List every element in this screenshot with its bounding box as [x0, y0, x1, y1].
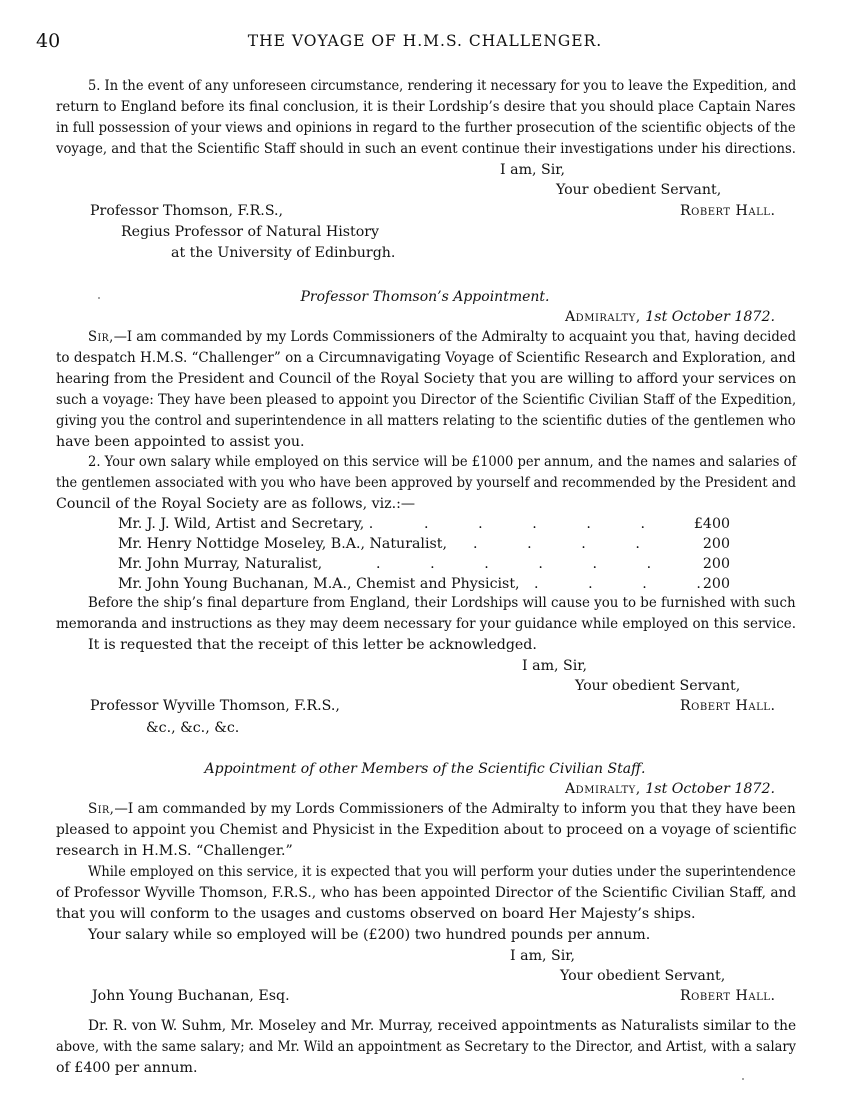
- servant-line: Your obedient Servant,: [560, 968, 726, 984]
- leader-dots: . . . . . .: [376, 556, 652, 572]
- text-line: have been appointed to assist you.: [56, 434, 305, 450]
- text-line: such a voyage: They have been pleased to appoint you Director of the Scientific Civilian Staff of the Expedition,: [56, 392, 797, 408]
- text-line: that you will conform to the usages and customs observed on board Her Majesty’s ships.: [56, 906, 696, 922]
- addressee-name: Professor Thomson, F.R.S.,: [90, 203, 284, 219]
- text-line-content: —I am commanded by my Lords Commissioners of the Admiralty to inform you that they have been: [114, 801, 796, 817]
- text-line: above, with the same salary; and Mr. Wild an appointment as Secretary to the Director, and Artist, with a salary: [56, 1039, 796, 1055]
- staff-salary: 200: [702, 536, 730, 552]
- closing-line: I am, Sir,: [522, 658, 588, 674]
- salutation: Sir,: [88, 801, 115, 817]
- text-line: Your salary while so employed will be (£200) two hundred pounds per annum.: [88, 927, 651, 943]
- staff-salary: 200: [702, 556, 730, 572]
- signature: Robert Hall.: [680, 698, 776, 714]
- section-heading: Professor Thomson’s Appointment.: [300, 289, 550, 305]
- addressee-etc: &c., &c., &c.: [146, 720, 240, 736]
- text-line: [88, 799, 796, 820]
- text-line: hearing from the President and Council of the Royal Society that you are willing to afford your services on: [56, 371, 797, 387]
- staff-salary: £400: [693, 516, 730, 532]
- servant-line: Your obedient Servant,: [575, 678, 741, 694]
- salutation: Sir,: [88, 329, 114, 345]
- text-line: voyage, and that the Scientific Staff should in such an event continue their investigations under his directions.: [56, 141, 796, 157]
- text-line: [88, 327, 796, 348]
- text-line: It is requested that the receipt of this letter be acknowledged.: [88, 637, 537, 653]
- signature: Robert Hall.: [680, 988, 776, 1004]
- staff-row: [118, 554, 730, 574]
- dateline: [565, 779, 775, 799]
- closing-line: I am, Sir,: [500, 162, 566, 178]
- staff-name: Mr. John Murray, Naturalist,: [118, 556, 323, 572]
- staff-salary: 200: [702, 576, 730, 592]
- closing-line: I am, Sir,: [510, 948, 576, 964]
- text-line: Dr. R. von W. Suhm, Mr. Moseley and Mr. Murray, received appointments as Naturalists similar to the: [88, 1018, 797, 1034]
- staff-name: Mr. J. J. Wild, Artist and Secretary, .: [118, 516, 374, 532]
- text-line: of Professor Wyville Thomson, F.R.S., who has been appointed Director of the Scientific Civilian Staff, and: [56, 885, 797, 901]
- text-line: memoranda and instructions as they may deem necessary for your guidance while employed on this service.: [56, 616, 797, 632]
- text-line: pleased to appoint you Chemist and Physicist in the Expedition about to proceed on a voyage of scientific: [56, 822, 797, 838]
- text-line: 2. Your own salary while employed on this service will be £1000 per annum, and the names and salaries of: [88, 454, 797, 470]
- addressee-name: Professor Wyville Thomson, F.R.S.,: [90, 698, 340, 714]
- staff-row: [118, 534, 730, 554]
- dateline-place: Admiralty,: [564, 781, 641, 797]
- text-line: While employed on this service, it is expected that you will perform your duties under the superintendence: [88, 864, 796, 880]
- staff-name: Mr. John Young Buchanan, M.A., Chemist and Physicist,: [118, 576, 520, 592]
- signature: Robert Hall.: [680, 203, 776, 219]
- dateline-date: 1st October 1872.: [645, 309, 775, 325]
- leader-dots: . . . .: [534, 576, 701, 592]
- text-line: research in H.M.S. “Challenger.”: [56, 843, 293, 859]
- text-line: in full possession of your views and opinions in regard to the further prosecution of the scientific objects of the: [56, 120, 796, 136]
- text-line: 5. In the event of any unforeseen circumstance, rendering it necessary for you to leave the Expedition, and: [88, 78, 797, 94]
- text-line: to despatch H.M.S. “Challenger” on a Circumnavigating Voyage of Scientific Research and Exploration, and: [56, 350, 796, 366]
- text-line: Council of the Royal Society are as follows, viz.:—: [56, 496, 416, 512]
- leader-dots: . . . . .: [424, 516, 645, 532]
- addressee-title: Regius Professor of Natural History: [121, 224, 380, 240]
- text-line: Before the ship’s final departure from England, their Lordships will cause you to be furnished with such: [88, 595, 796, 611]
- print-speck: [742, 1078, 744, 1080]
- text-line: return to England before its final conclusion, it is their Lordship’s desire that you should place Captain Nares: [56, 99, 796, 115]
- running-title: THE VOYAGE OF H.M.S. CHALLENGER.: [247, 32, 603, 50]
- staff-row: [118, 574, 730, 594]
- text-line-content: —I am commanded by my Lords Commissioners of the Admiralty to acquaint you that, having decided: [113, 329, 797, 345]
- text-line: giving you the control and superintendence in all matters relating to the scientific duties of the gentlemen who: [56, 413, 796, 429]
- addressee-affiliation: at the University of Edinburgh.: [171, 245, 396, 261]
- section-heading: Appointment of other Members of the Scientific Civilian Staff.: [204, 761, 646, 777]
- dateline: [565, 307, 775, 327]
- text-line: of £400 per annum.: [56, 1060, 198, 1076]
- dateline-date: 1st October 1872.: [645, 781, 775, 797]
- addressee-name: John Young Buchanan, Esq.: [92, 988, 290, 1004]
- text-line: the gentlemen associated with you who have been approved by yourself and recommended by the President and: [56, 475, 797, 491]
- running-header: [36, 30, 814, 54]
- servant-line: Your obedient Servant,: [556, 182, 722, 198]
- staff-name: Mr. Henry Nottidge Moseley, B.A., Naturalist,: [118, 536, 448, 552]
- dateline-place: Admiralty,: [564, 309, 641, 325]
- leader-dots: . . . .: [473, 536, 640, 552]
- staff-row: [118, 514, 730, 534]
- page-number: 40: [36, 30, 61, 52]
